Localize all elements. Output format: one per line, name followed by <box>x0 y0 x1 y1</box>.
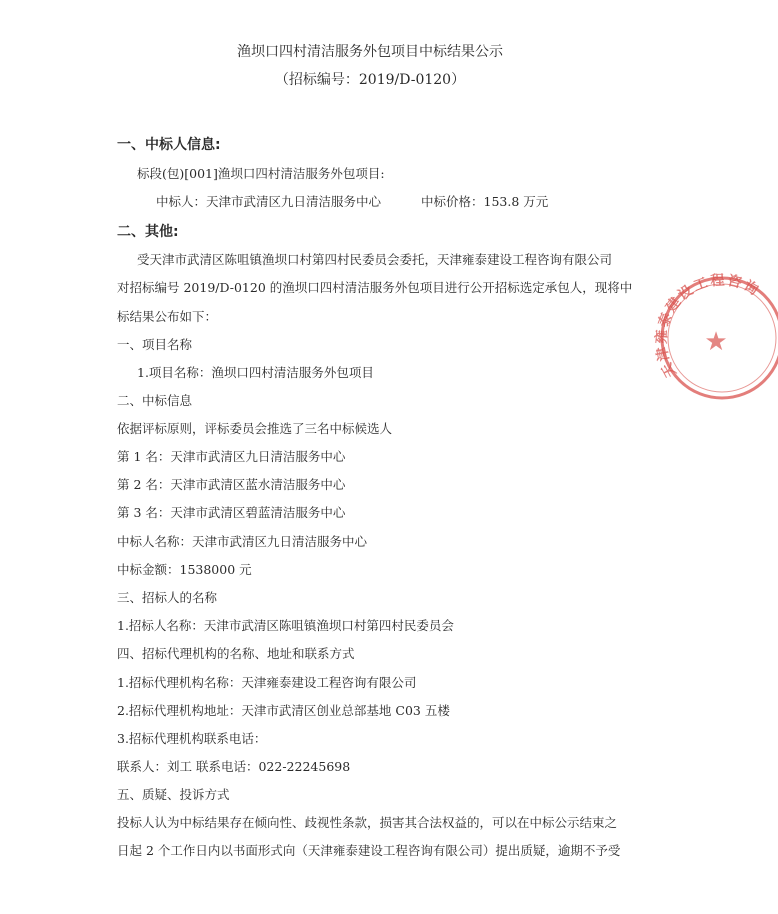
item-line: 依据评标原则，评标委员会推选了三名中标候选人 <box>117 421 393 436</box>
item-line: 中标金额：1538000 元 <box>117 562 252 577</box>
item-line: 第 2 名：天津市武清区蓝水清洁服务中心 <box>117 477 346 492</box>
para-line: 受天津市武清区陈咀镇渔坝口村第四村民委员会委托，天津雍泰建设工程咨询有限公司 <box>137 252 613 267</box>
svg-text:天津雍泰建设工程咨询: 天津雍泰建设工程咨询 <box>653 272 763 380</box>
item-line: 1.招标代理机构名称：天津雍泰建设工程咨询有限公司 <box>117 675 417 690</box>
item-line: 3.招标代理机构联系电话： <box>117 731 267 746</box>
item-line: 联系人：刘工 联系电话：022-22245698 <box>117 759 351 774</box>
item-line: 日起 2 个工作日内以书面形式向（天津雍泰建设工程咨询有限公司）提出质疑，逾期不予受 <box>117 843 621 858</box>
item-line: 二、中标信息 <box>117 393 193 408</box>
svg-text:★: ★ <box>704 327 728 357</box>
item-line: 2.招标代理机构地址：天津市武清区创业总部基地 C03 五楼 <box>117 703 450 718</box>
item-line: 四、招标代理机构的名称、地址和联系方式 <box>117 646 355 661</box>
price-line: 中标价格：153.8 万元 <box>421 194 549 209</box>
item-line: 第 1 名：天津市武清区九日清洁服务中心 <box>117 449 346 464</box>
item-line: 1.项目名称：渔坝口四村清洁服务外包项目 <box>137 365 374 380</box>
lot-line: 标段(包)[001]渔坝口四村清洁服务外包项目: <box>137 166 385 181</box>
item-line: 一、项目名称 <box>117 337 193 352</box>
item-line: 三、招标人的名称 <box>117 590 218 605</box>
section1-heading: 一、中标人信息: <box>117 137 221 153</box>
para-line: 对招标编号 2019/D-0120 的渔坝口四村清洁服务外包项目进行公开招标选定承包人，现将中 <box>117 280 633 295</box>
seal-stamp <box>653 268 778 408</box>
para-line: 标结果公布如下： <box>117 309 218 324</box>
item-line: 第 3 名：天津市武清区碧蓝清洁服务中心 <box>117 505 346 520</box>
section2-heading: 二、其他: <box>117 224 179 240</box>
item-line: 投标人认为中标结果存在倾向性、歧视性条款，损害其合法权益的，可以在中标公示结束之 <box>117 815 618 830</box>
item-line: 1.招标人名称：天津市武清区陈咀镇渔坝口村第四村民委员会 <box>117 618 454 633</box>
page-title: 渔坝口四村清洁服务外包项目中标结果公示 <box>237 44 503 60</box>
item-line: 五、质疑、投诉方式 <box>117 787 230 802</box>
winner-line: 中标人：天津市武清区九日清洁服务中心 <box>156 194 382 209</box>
item-line: 中标人名称：天津市武清区九日清洁服务中心 <box>117 534 368 549</box>
page-subtitle: （招标编号：2019/D-0120） <box>274 72 466 88</box>
